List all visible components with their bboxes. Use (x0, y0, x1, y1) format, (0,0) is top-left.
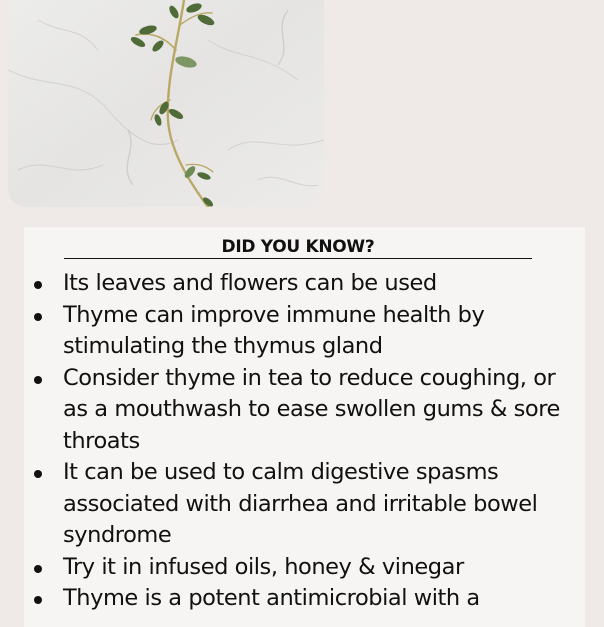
fact-item (24, 457, 585, 552)
fact-item (24, 552, 585, 584)
fact-item (24, 583, 585, 615)
bullet-icon (34, 565, 42, 573)
fact-item (24, 300, 585, 363)
fact-list (24, 268, 585, 615)
fact-item (24, 363, 585, 458)
thyme-sprig-image (8, 0, 324, 207)
bullet-icon (34, 596, 42, 604)
fact-text: Thyme can improve immune health by stimulating the thymus gland (63, 301, 485, 359)
fact-text: Consider thyme in tea to reduce coughing, or as a mouthwash to ease swollen gums & sore throats (63, 364, 560, 454)
thyme-photo (8, 0, 324, 207)
did-you-know-card (24, 227, 585, 627)
fact-text: Its leaves and flowers can be used (63, 270, 437, 296)
bullet-icon (34, 376, 42, 384)
bullet-icon (34, 470, 42, 478)
bullet-icon (34, 281, 42, 289)
fact-text: Thyme is a potent antimicrobial with a (63, 585, 480, 611)
fact-text: Try it in infused oils, honey & vinegar (63, 553, 464, 580)
card-heading: DID YOU KNOW? (64, 236, 532, 259)
fact-item (24, 268, 585, 300)
bullet-icon (34, 313, 42, 321)
fact-text: It can be used to calm digestive spasms associated with diarrhea and irritable bowel syndrome (63, 459, 538, 548)
